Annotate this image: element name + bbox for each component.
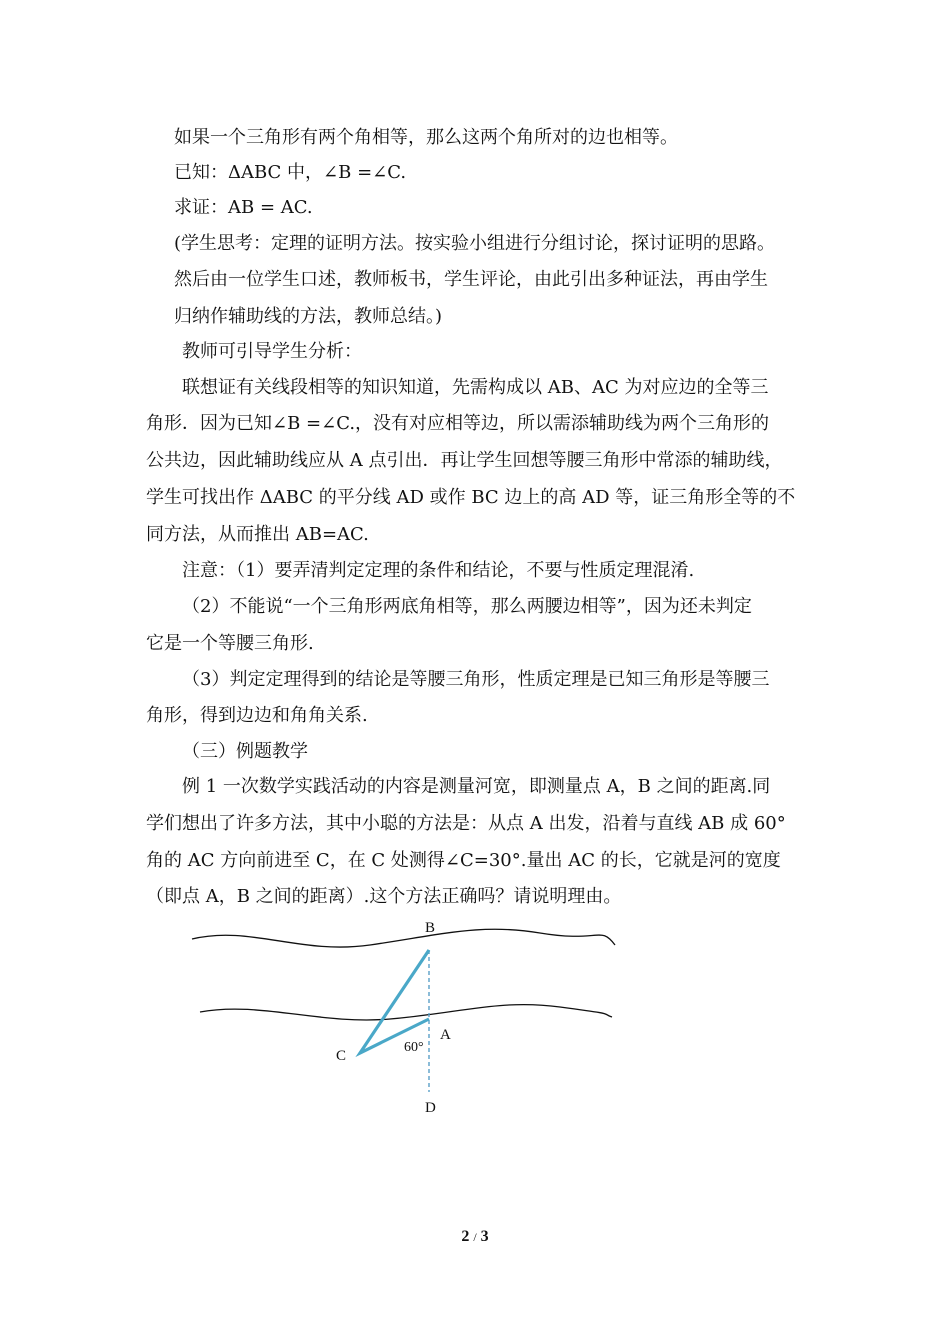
note-line: （3）判定定理得到的结论是等腰三角形，性质定理是已知三角形是等腰三 [182,669,770,690]
page-separator: / [473,1230,477,1244]
paragraph-line: 然后由一位学生口述，教师板书，学生评论，由此引出多种证法，再由学生 [174,269,768,290]
river-bank-upper [192,929,615,947]
paragraph-line: 同方法，从而推出 AB=AC. [146,524,369,545]
paragraph-line: 教师可引导学生分析： [182,341,362,362]
paragraph-line: 公共边，因此辅助线应从 A 点引出．再让学生回想等腰三角形中常添的辅助线， [146,450,783,471]
label-d: D [425,1100,436,1116]
example-line: 例 1 一次数学实践活动的内容是测量河宽，即测量点 A，B 之间的距离.同 [182,776,771,797]
current-page: 2 [461,1228,470,1245]
paragraph-line: 归纳作辅助线的方法，教师总结。) [174,306,443,327]
label-b: B [425,920,436,936]
paragraph-line: 角形．因为已知∠B =∠C.，没有对应相等边，所以需添辅助线为两个三角形的 [146,413,770,434]
angle-label: 60° [404,1040,424,1055]
page-number [0,1228,950,1246]
example-line: （即点 A，B 之间的距离）.这个方法正确吗？请说明理由。 [146,886,622,907]
note-line: 它是一个等腰三角形. [146,633,314,654]
river-diagram [180,915,630,1125]
label-c: C [336,1048,347,1064]
paragraph-line: 学生可找出作 ΔABC 的平分线 AD 或作 BC 边上的高 AD 等，证三角形全等的不 [146,487,796,508]
theorem-statement: 如果一个三角形有两个角相等，那么这两个角所对的边也相等。 [174,127,678,148]
section-heading: （三）例题教学 [182,741,308,762]
prove-line: 求证：AB = AC. [174,197,313,218]
note-line: （2）不能说“一个三角形两底角相等，那么两腰边相等”，因为还未判定 [182,596,752,617]
label-a: A [440,1027,451,1043]
paragraph-line: (学生思考：定理的证明方法。按实验小组进行分组讨论，探讨证明的思路。 [174,233,776,254]
example-line: 学们想出了许多方法，其中小聪的方法是：从点 A 出发，沿着与直线 AB 成 60° [146,813,786,834]
river-bank-lower [200,1005,612,1020]
note-line: 角形，得到边边和角角关系. [146,705,368,726]
paragraph-line: 联想证有关线段相等的知识知道，先需构成以 AB、AC 为对应边的全等三 [182,377,769,398]
example-line: 角的 AC 方向前进至 C，在 C 处测得∠C=30°.量出 AC 的长，它就是河的宽度 [146,850,781,871]
total-pages: 3 [480,1228,489,1245]
note-line: 注意：（1）要弄清判定定理的条件和结论，不要与性质定理混淆. [182,560,695,581]
triangle-abc [360,950,429,1053]
given-line: 已知：ΔABC 中，∠B =∠C. [174,162,407,183]
